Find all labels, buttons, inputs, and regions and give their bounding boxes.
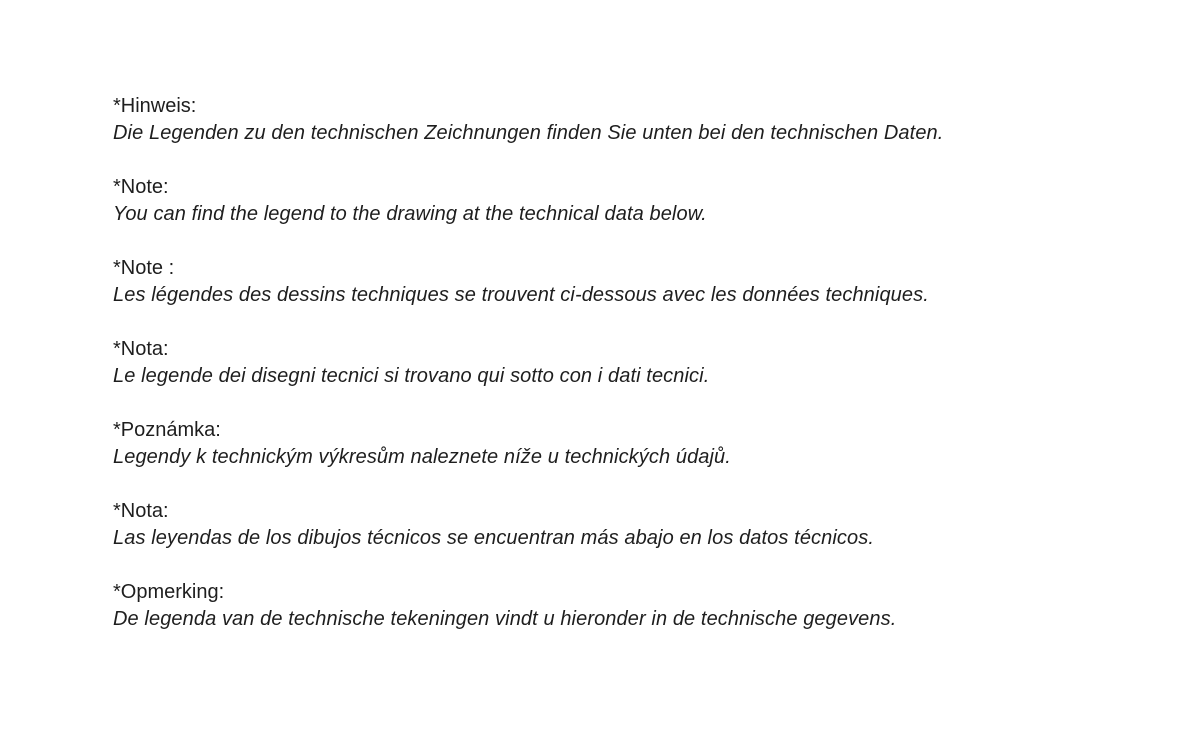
multilingual-notes xyxy=(113,93,1173,660)
note-spanish xyxy=(113,498,1173,552)
note-italian xyxy=(113,336,1173,390)
note-dutch xyxy=(113,579,1173,633)
note-text: You can find the legend to the drawing at the technical data below. xyxy=(113,203,707,225)
note-heading: *Note : xyxy=(113,257,175,279)
note-heading: *Poznámka: xyxy=(113,419,221,441)
note-french xyxy=(113,255,1173,309)
note-heading: *Opmerking: xyxy=(113,581,225,603)
note-german xyxy=(113,93,1173,147)
note-heading: *Note: xyxy=(113,176,169,198)
note-heading: *Nota: xyxy=(113,500,169,522)
note-text: Les légendes des dessins techniques se trouvent ci-dessous avec les données techniques. xyxy=(113,284,929,306)
note-czech xyxy=(113,417,1173,471)
note-english xyxy=(113,174,1173,228)
note-text: Las leyendas de los dibujos técnicos se encuentran más abajo en los datos técnicos. xyxy=(113,527,874,549)
note-text: Legendy k technickým výkresům naleznete níže u technických údajů. xyxy=(113,446,731,468)
note-text: Le legende dei disegni tecnici si trovano qui sotto con i dati tecnici. xyxy=(113,365,710,387)
note-text: De legenda van de technische tekeningen vindt u hieronder in de technische gegevens. xyxy=(113,608,897,630)
note-heading: *Hinweis: xyxy=(113,95,197,117)
note-text: Die Legenden zu den technischen Zeichnungen finden Sie unten bei den technischen Daten. xyxy=(113,122,944,144)
note-heading: *Nota: xyxy=(113,338,169,360)
